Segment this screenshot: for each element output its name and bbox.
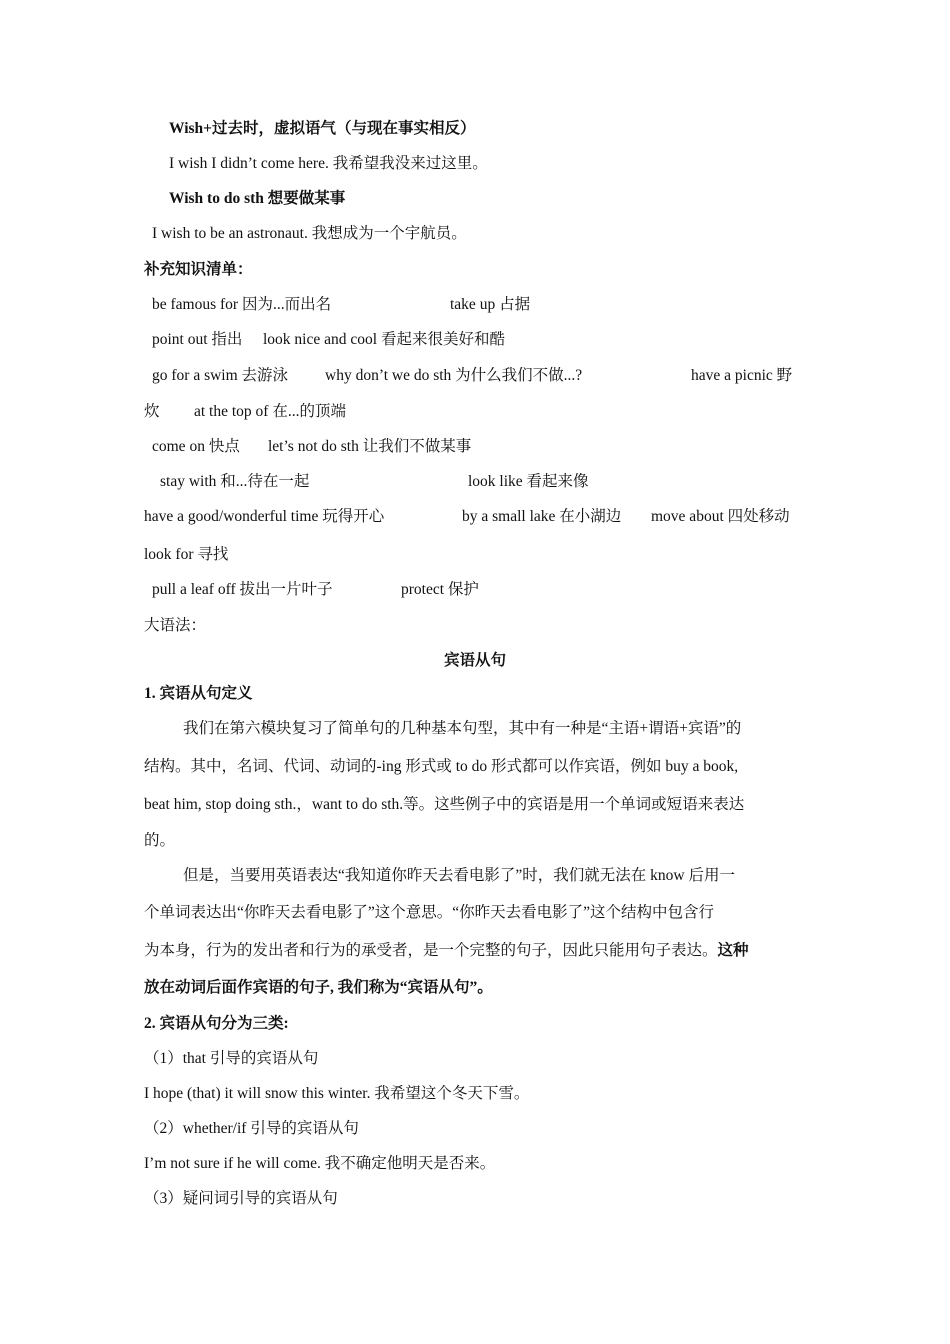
- para2-line-text: 为本身，行为的发出者和行为的承受者，是一个完整的句子，因此只能用句子表达。: [144, 942, 718, 959]
- vocab-item: by a small lake 在小湖边: [462, 508, 622, 525]
- vocab-item: why don’t we do sth 为什么我们不做...?: [325, 367, 583, 384]
- para1-line: beat him, stop doing sth.，want to do sth.等。这些例子中的宾语是用一个单词或短语来表达: [144, 796, 745, 813]
- vocab-item: have a picnic 野: [691, 367, 793, 384]
- grammar-title: 宾语从句: [443, 652, 506, 669]
- vocab-item: let’s not do sth 让我们不做某事: [268, 438, 472, 455]
- type-example: I hope (that) it will snow this winter. 我希望这个冬天下雪。: [144, 1085, 530, 1102]
- para2-bold-start: 这种: [717, 942, 749, 959]
- grammar-heading: 大语法：: [144, 617, 207, 634]
- type-heading: （2）whether/if 引导的宾语从句: [144, 1120, 359, 1137]
- wish-to-do-rule: Wish to do sth 想要做某事: [169, 190, 346, 207]
- para2-line: [144, 941, 749, 961]
- type-example: I’m not sure if he will come. 我不确定他明天是否来。: [144, 1155, 496, 1172]
- vocab-item: look nice and cool 看起来很美好和酷: [263, 331, 505, 348]
- para2-line: 但是，当要用英语表达“我知道你昨天去看电影了”时，我们就无法在 know 后用一: [183, 867, 735, 884]
- vocab-item: look for 寻找: [144, 546, 229, 563]
- vocab-item: come on 快点: [152, 438, 240, 455]
- vocab-item: have a good/wonderful time 玩得开心: [144, 508, 385, 525]
- wish-past-example: I wish I didn’t come here. 我希望我没来过这里。: [169, 155, 488, 172]
- section1-title: 1. 宾语从句定义: [144, 685, 253, 702]
- vocab-item: look like 看起来像: [468, 473, 589, 490]
- vocab-item: at the top of 在...的顶端: [194, 403, 346, 420]
- type-heading: （3）疑问词引导的宾语从句: [144, 1190, 338, 1207]
- supplement-heading: 补充知识清单：: [144, 261, 253, 278]
- vocab-item: be famous for 因为...而出名: [152, 296, 332, 313]
- vocab-item: protect 保护: [401, 581, 479, 598]
- wish-to-do-example: I wish to be an astronaut. 我想成为一个宇航员。: [152, 225, 467, 242]
- para1-line: 我们在第六模块复习了简单句的几种基本句型，其中有一种是“主语+谓语+宾语”的: [183, 720, 742, 737]
- vocab-item: take up 占据: [450, 296, 531, 313]
- vocab-item: point out 指出: [152, 331, 243, 348]
- vocab-item: pull a leaf off 拔出一片叶子: [152, 581, 333, 598]
- vocab-item-continuation: 炊: [144, 403, 160, 420]
- type-heading: （1）that 引导的宾语从句: [144, 1050, 319, 1067]
- vocab-item: go for a swim 去游泳: [152, 367, 289, 384]
- para1-line: 结构。其中，名词、代词、动词的-ing 形式或 to do 形式都可以作宾语，例如 buy a book,: [144, 758, 739, 775]
- section2-title: 2. 宾语从句分为三类:: [144, 1015, 289, 1032]
- wish-past-rule: Wish+过去时，虚拟语气（与现在事实相反）: [169, 120, 476, 137]
- vocab-item: move about 四处移动: [651, 508, 790, 525]
- vocab-item: stay with 和...待在一起: [160, 473, 310, 490]
- para2-line: 个单词表达出“你昨天去看电影了”这个意思。“你昨天去看电影了”这个结构中包含行: [144, 904, 715, 921]
- para2-bold-line: 放在动词后面作宾语的句子, 我们称为“宾语从句”。: [144, 979, 493, 996]
- para1-line: 的。: [144, 832, 176, 849]
